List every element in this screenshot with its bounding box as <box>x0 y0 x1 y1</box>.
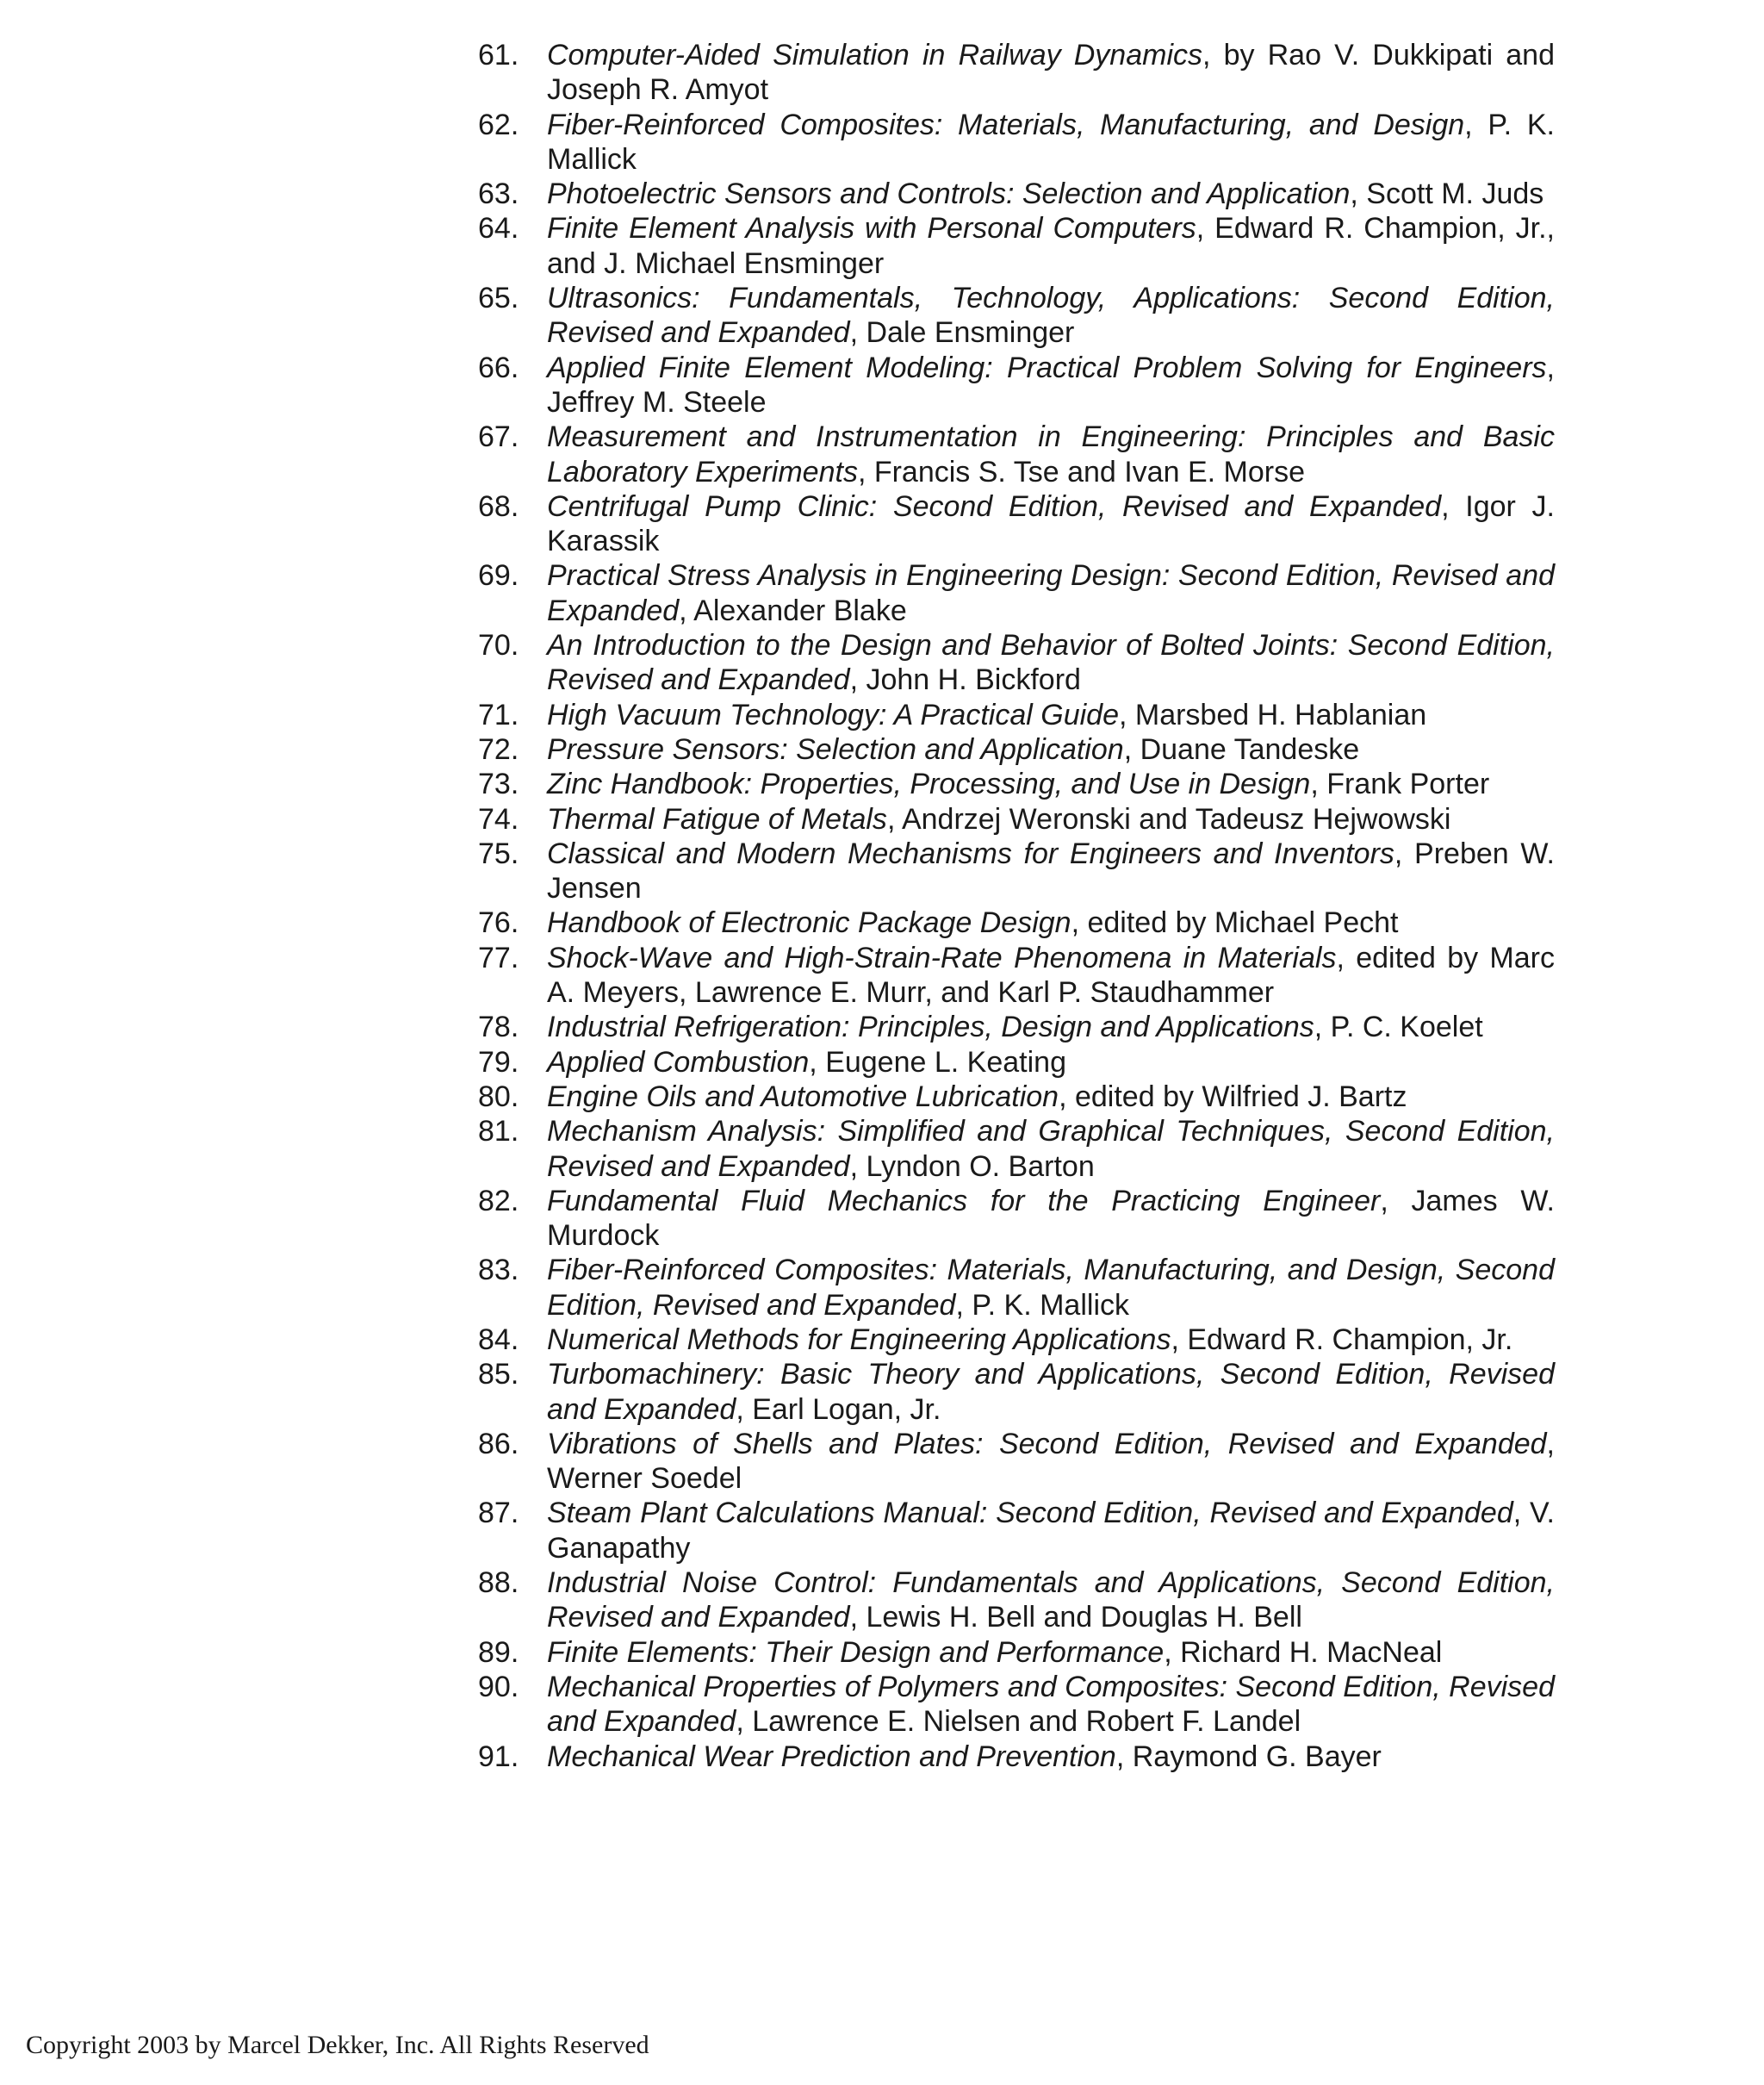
entry-text <box>547 1635 1555 1670</box>
entry-author: , Lewis H. Bell and Douglas H. Bell <box>849 1601 1302 1634</box>
entry-number: 79. <box>478 1045 519 1079</box>
entry-author: , Werner Soedel <box>547 1427 1555 1496</box>
entry-title: Applied Finite Element Modeling: Practical Problem Solving for Engineers <box>547 351 1547 384</box>
entry-number: 69. <box>478 559 519 593</box>
entry-title: Applied Combustion <box>547 1045 810 1079</box>
list-item <box>478 698 1555 732</box>
entry-number: 91. <box>478 1740 519 1773</box>
entry-title: Thermal Fatigue of Metals <box>547 802 887 836</box>
entry-author: , edited by Marc A. Meyers, Lawrence E. Murr, and Karl P. Staudhammer <box>547 941 1555 1010</box>
entry-number: 82. <box>478 1184 519 1217</box>
entry-number: 66. <box>478 351 519 384</box>
entry-title: Vibrations of Shells and Plates: Second Edition, Revised and Expanded <box>547 1427 1547 1460</box>
list-item <box>478 1635 1555 1670</box>
entry-author: , Igor J. Karassik <box>547 489 1556 558</box>
entry-number: 78. <box>478 1011 519 1044</box>
list-item <box>478 38 1555 108</box>
list-item <box>478 1565 1555 1635</box>
entry-text <box>547 177 1555 211</box>
list-item <box>478 1045 1555 1080</box>
entry-number: 87. <box>478 1497 519 1530</box>
entry-title: Fiber-Reinforced Composites: Materials, Manufacturing, and Design <box>547 108 1465 141</box>
entry-author: , John H. Bickford <box>849 663 1081 697</box>
list-item <box>478 1427 1555 1497</box>
entry-author: , P. C. Koelet <box>1314 1011 1483 1044</box>
entry-title: Finite Elements: Their Design and Performance <box>547 1635 1165 1669</box>
entry-text <box>547 1357 1555 1427</box>
entry-author: , Scott M. Juds <box>1350 177 1544 211</box>
entry-author: , Lawrence E. Nielsen and Robert F. Landel <box>736 1705 1301 1739</box>
entry-text <box>547 38 1555 108</box>
list-item <box>478 767 1555 801</box>
entry-text <box>547 1184 1555 1254</box>
entry-title: Handbook of Electronic Package Design <box>547 906 1071 940</box>
book-series-list <box>478 38 1555 1774</box>
entry-text <box>547 1427 1555 1497</box>
list-item <box>478 1323 1555 1357</box>
entry-title: Computer-Aided Simulation in Railway Dynamics <box>547 39 1202 72</box>
entry-text <box>547 1670 1555 1740</box>
list-item <box>478 1357 1555 1427</box>
entry-text <box>547 1045 1555 1080</box>
entry-title: Fundamental Fluid Mechanics for the Practicing Engineer <box>547 1184 1381 1217</box>
entry-author: , James W. Murdock <box>547 1184 1555 1253</box>
entry-text <box>547 1253 1555 1323</box>
entry-author: , Dale Ensminger <box>849 316 1075 350</box>
entry-author: , Earl Logan, Jr. <box>736 1392 941 1426</box>
entry-number: 64. <box>478 212 519 246</box>
entry-title: Shock-Wave and High-Strain-Rate Phenomena in Materials <box>547 941 1337 974</box>
entry-title: Practical Stress Analysis in Engineering Design: Second Edition, Revised and Expanded <box>547 559 1555 627</box>
entry-title: Turbomachinery: Basic Theory and Applications, Second Edition, Revised and Expanded <box>547 1358 1555 1426</box>
entry-text <box>547 628 1555 698</box>
entry-author: , Alexander Blake <box>679 594 907 627</box>
entry-number: 72. <box>478 732 519 766</box>
list-item <box>478 177 1555 211</box>
entry-title: Ultrasonics: Fundamentals, Technology, Applications: Second Edition, Revised and Expanded <box>547 282 1555 350</box>
entry-text <box>547 802 1555 837</box>
entry-title: Steam Plant Calculations Manual: Second Edition, Revised and Expanded <box>547 1497 1513 1530</box>
entry-number: 84. <box>478 1323 519 1356</box>
entry-text <box>547 732 1555 767</box>
list-item <box>478 489 1555 559</box>
entry-author: , Francis S. Tse and Ivan E. Morse <box>857 455 1305 489</box>
entry-author: , Lyndon O. Barton <box>849 1149 1095 1183</box>
entry-title: An Introduction to the Design and Behavior of Bolted Joints: Second Edition, Revised and Expanded <box>547 629 1555 697</box>
entry-text <box>547 108 1555 177</box>
entry-number: 76. <box>478 906 519 940</box>
entry-title: Industrial Noise Control: Fundamentals and Applications, Second Edition, Revised and Expanded <box>547 1566 1555 1634</box>
list-item <box>478 837 1555 906</box>
entry-author: , V. Ganapathy <box>547 1497 1555 1565</box>
list-item <box>478 1670 1555 1740</box>
list-item <box>478 281 1555 351</box>
entry-author: , by Rao V. Dukkipati and Joseph R. Amyot <box>547 39 1555 107</box>
entry-text <box>547 1114 1555 1184</box>
list-item <box>478 1080 1555 1114</box>
entry-text <box>547 351 1555 420</box>
entry-number: 61. <box>478 39 519 72</box>
entry-number: 85. <box>478 1358 519 1391</box>
list-item <box>478 558 1555 628</box>
entry-title: Fiber-Reinforced Composites: Materials, Manufacturing, and Design, Second Edition, Revised and Expanded <box>547 1254 1555 1322</box>
list-item <box>478 906 1555 940</box>
entry-text <box>547 281 1555 351</box>
entry-title: Measurement and Instrumentation in Engineering: Principles and Basic Laboratory Experiments <box>547 420 1555 489</box>
copyright-footer: Copyright 2003 by Marcel Dekker, Inc. All Rights Reserved <box>26 2031 649 2059</box>
list-item <box>478 351 1555 420</box>
entry-number: 74. <box>478 802 519 836</box>
entry-number: 67. <box>478 420 519 454</box>
entry-author: , edited by Wilfried J. Bartz <box>1059 1080 1407 1113</box>
entry-number: 71. <box>478 698 519 731</box>
entry-number: 86. <box>478 1427 519 1460</box>
entry-title: Zinc Handbook: Properties, Processing, and Use in Design <box>547 768 1311 801</box>
entry-number: 81. <box>478 1115 519 1148</box>
entry-author: , Edward R. Champion, Jr. <box>1171 1323 1513 1356</box>
list-item <box>478 420 1555 489</box>
entry-text <box>547 420 1555 489</box>
list-item <box>478 732 1555 767</box>
entry-author: , Andrzej Weronski and Tadeusz Hejwowski <box>886 802 1451 836</box>
entry-number: 83. <box>478 1254 519 1287</box>
entry-text <box>547 1323 1555 1357</box>
list-item <box>478 108 1555 177</box>
entry-title: Numerical Methods for Engineering Applications <box>547 1323 1171 1356</box>
list-item <box>478 1496 1555 1565</box>
entry-title: Pressure Sensors: Selection and Application <box>547 732 1124 766</box>
list-item <box>478 211 1555 281</box>
list-item <box>478 1010 1555 1044</box>
entry-author: , P. K. Mallick <box>955 1288 1129 1322</box>
entry-number: 77. <box>478 941 519 974</box>
list-item <box>478 1114 1555 1184</box>
entry-number: 90. <box>478 1670 519 1703</box>
entry-author: , Edward R. Champion, Jr., and J. Michael Ensminger <box>547 212 1555 280</box>
entry-number: 63. <box>478 177 519 211</box>
entry-title: High Vacuum Technology: A Practical Guide <box>547 698 1119 731</box>
entry-author: , Preben W. Jensen <box>547 837 1556 906</box>
entry-number: 70. <box>478 629 519 663</box>
entry-number: 89. <box>478 1635 519 1669</box>
entry-number: 80. <box>478 1080 519 1113</box>
entry-title: Photoelectric Sensors and Controls: Selection and Application <box>547 177 1351 211</box>
entry-author: , Raymond G. Bayer <box>1115 1740 1382 1773</box>
entry-author: , P. K. Mallick <box>547 108 1555 176</box>
entry-text <box>547 1740 1555 1774</box>
entry-text <box>547 906 1555 940</box>
entry-author: , Richard H. MacNeal <box>1164 1635 1443 1669</box>
entry-title: Mechanical Properties of Polymers and Composites: Second Edition, Revised and Expanded <box>547 1670 1555 1739</box>
entry-text <box>547 489 1555 559</box>
entry-author: , Duane Tandeske <box>1123 732 1360 766</box>
entry-title: Mechanism Analysis: Simplified and Graphical Techniques, Second Edition, Revised and Expanded <box>547 1115 1555 1183</box>
entry-author: , Marsbed H. Hablanian <box>1118 698 1427 731</box>
entry-text <box>547 767 1555 801</box>
entry-title: Mechanical Wear Prediction and Prevention <box>547 1740 1116 1773</box>
entry-text <box>547 837 1555 906</box>
entry-text <box>547 1010 1555 1044</box>
entry-text <box>547 1496 1555 1565</box>
list-item <box>478 628 1555 698</box>
entry-text <box>547 941 1555 1011</box>
list-item <box>478 802 1555 837</box>
entry-author: , edited by Michael Pecht <box>1071 906 1399 940</box>
entry-text <box>547 1565 1555 1635</box>
entry-title: Engine Oils and Automotive Lubrication <box>547 1080 1059 1113</box>
list-item <box>478 1253 1555 1323</box>
entry-text <box>547 211 1555 281</box>
entry-title: Finite Element Analysis with Personal Computers <box>547 212 1196 246</box>
entry-author: , Frank Porter <box>1310 768 1490 801</box>
entry-number: 73. <box>478 768 519 801</box>
entry-number: 62. <box>478 108 519 141</box>
entry-text <box>547 1080 1555 1114</box>
entry-number: 75. <box>478 837 519 870</box>
entry-number: 68. <box>478 489 519 523</box>
list-item <box>478 1740 1555 1774</box>
entry-author: , Eugene L. Keating <box>809 1045 1066 1079</box>
entry-title: Centrifugal Pump Clinic: Second Edition, Revised and Expanded <box>547 489 1442 523</box>
list-item <box>478 1184 1555 1254</box>
entry-author: , Jeffrey M. Steele <box>547 351 1555 419</box>
entry-number: 88. <box>478 1566 519 1600</box>
entry-text <box>547 698 1555 732</box>
entry-number: 65. <box>478 282 519 315</box>
entry-title: Industrial Refrigeration: Principles, Design and Applications <box>547 1011 1314 1044</box>
entry-title: Classical and Modern Mechanisms for Engineers and Inventors <box>547 837 1394 870</box>
entry-text <box>547 558 1555 628</box>
list-item <box>478 941 1555 1011</box>
